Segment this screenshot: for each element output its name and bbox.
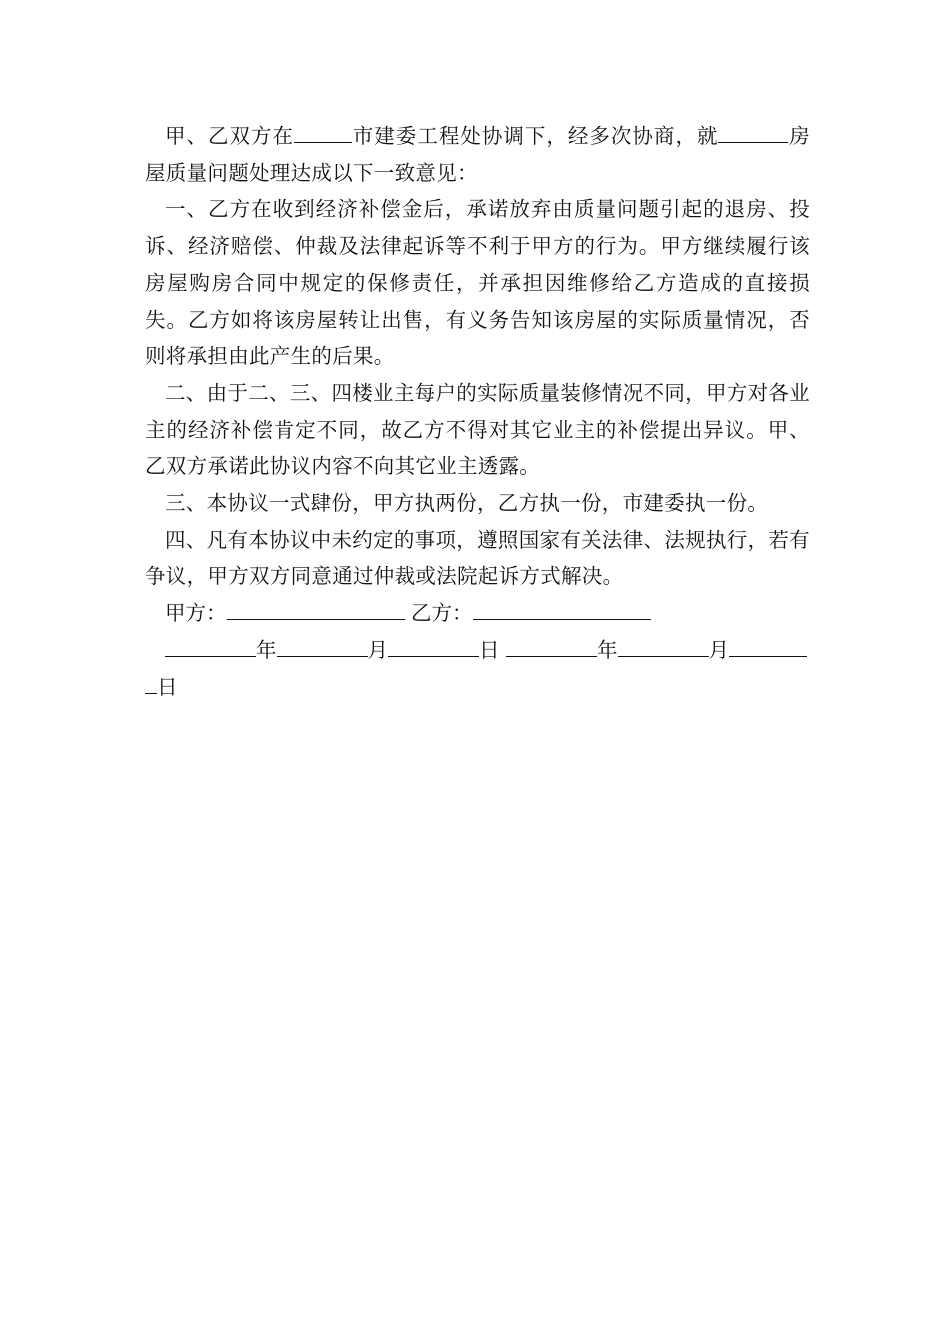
party-b-day-blank (729, 638, 807, 657)
party-b-label: 乙方： (411, 601, 473, 626)
intro-text-1: 甲、乙双方在 (165, 124, 295, 148)
intro-paragraph (145, 118, 810, 191)
party-a-signature-blank (227, 601, 405, 620)
party-b-day-label: 日 (157, 674, 178, 699)
agreement-document (145, 118, 810, 705)
party-b-year-label: 年 (597, 637, 618, 662)
party-b-month-blank (618, 638, 709, 657)
party-a-day-blank (388, 638, 479, 657)
property-blank (718, 124, 776, 143)
party-a-label: 甲方： (165, 601, 227, 626)
city-blank (294, 124, 352, 143)
party-b-year-blank (506, 638, 597, 657)
clause-3: 三、本协议一式肆份，甲方执两份，乙方执一份，市建委执一份。 (165, 491, 769, 516)
party-a-month-label: 月 (367, 637, 388, 662)
party-a-year-blank (165, 638, 256, 657)
intro-text-3: 房屋质量问题处理达成以下一致意见： (145, 124, 810, 185)
party-b-signature-blank (473, 601, 651, 620)
intro-text-2: 市建委工程处协调下，经多次协商，就 (352, 124, 719, 148)
signature-line (145, 595, 810, 632)
date-line (145, 632, 810, 669)
clause-1: 一、乙方在收到经济补偿金后，承诺放弃由质量问题引起的退房、投诉、经济赔偿、仲裁及法律起诉等不利于甲方的行为。甲方继续履行该房屋购房合同中规定的保修责任，并承担因维修给乙方造成的直接损失。乙方如将该房屋转让出售，有义务告知该房屋的实际质量情况，否则将承担由此产生的后果。 (145, 197, 810, 369)
date-line-continued (145, 669, 810, 706)
party-a-day-label: 日 (479, 637, 500, 662)
party-a-year-label: 年 (256, 637, 277, 662)
clause-4: 四、凡有本协议中未约定的事项，遵照国家有关法律、法规执行，若有争议，甲方双方同意通过仲裁或法院起诉方式解决。 (145, 527, 810, 589)
party-a-month-blank (277, 638, 368, 657)
clause-2: 二、由于二、三、四楼业主每户的实际质量装修情况不同，甲方对各业主的经济补偿肯定不同，故乙方不得对其它业主的补偿提出异议。甲、乙双方承诺此协议内容不向其它业主透露。 (145, 380, 810, 479)
party-b-month-label: 月 (708, 637, 730, 662)
property-blank-continued (776, 124, 788, 143)
party-b-day-blank-continued (145, 675, 157, 694)
